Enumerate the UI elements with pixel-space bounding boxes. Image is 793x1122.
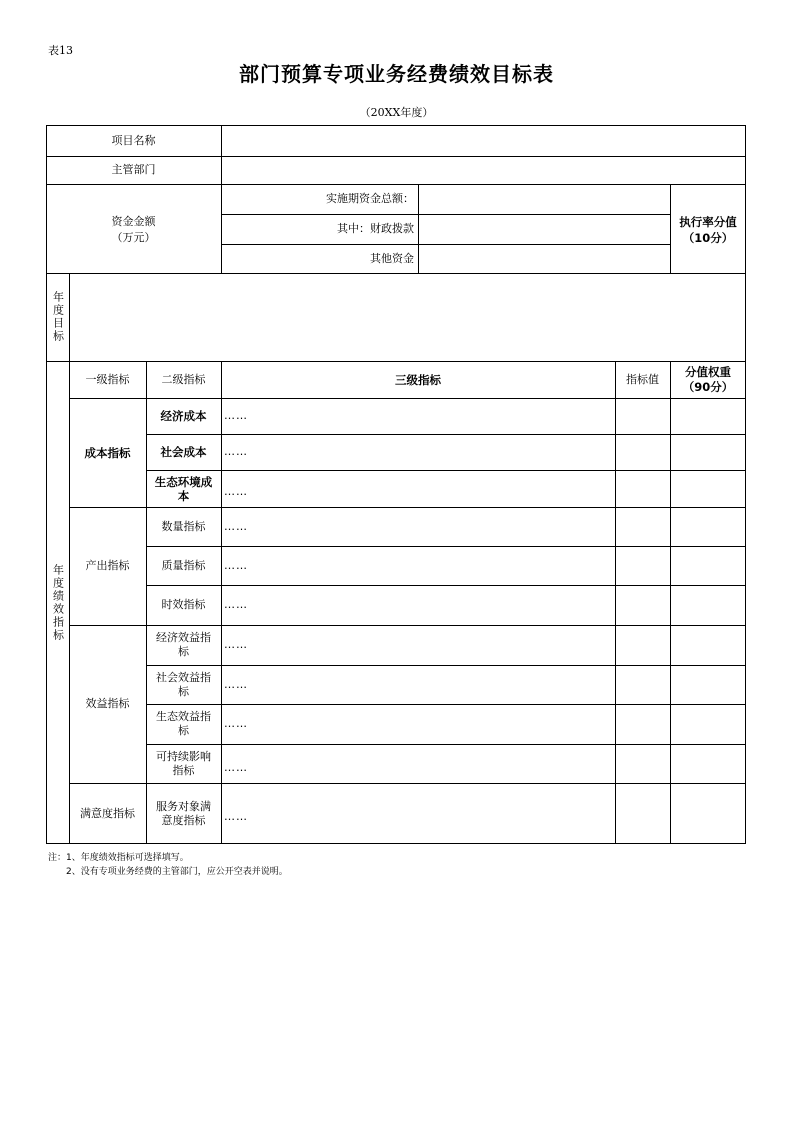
annual-goal-field[interactable] xyxy=(69,273,746,361)
level2-eco-benefit: 生态效益指标 xyxy=(156,710,211,737)
level2-economic-cost: 经济成本 xyxy=(160,409,207,423)
level2-eco-cost: 生态环境成本 xyxy=(154,474,213,503)
col-level3: 三级指标 xyxy=(395,372,441,387)
level2-economic-benefit: 经济效益指标 xyxy=(156,631,211,658)
footnote-1: 注：1、年度绩效指标可选择填写。 xyxy=(48,853,189,863)
fund-total-field[interactable] xyxy=(418,184,670,214)
col-value: 指标值 xyxy=(626,372,659,386)
group-cost: 成本指标 xyxy=(84,445,131,460)
page-subtitle: （20XX年度） xyxy=(359,106,434,119)
table-number: 表13 xyxy=(48,44,73,57)
level3-eco-benefit[interactable]: …… xyxy=(224,717,248,730)
level2-sustain: 可持续影响指标 xyxy=(156,749,211,777)
fund-unit-label: （万元） xyxy=(111,231,156,244)
level2-social-cost: 社会成本 xyxy=(160,445,207,459)
col-weight: 分值权重 xyxy=(685,364,731,379)
exec-score-points: （10分） xyxy=(682,231,734,245)
col-level2: 二级指标 xyxy=(161,372,206,386)
group-output: 产出指标 xyxy=(85,559,130,572)
level3-quality[interactable]: …… xyxy=(224,558,248,572)
level3-timeliness[interactable]: …… xyxy=(224,598,248,611)
project-name-label: 项目名称 xyxy=(111,133,156,147)
level3-economic-benefit[interactable]: …… xyxy=(224,638,248,651)
fund-total-label: 实施期资金总额： xyxy=(326,192,414,205)
level3-eco-cost[interactable]: …… xyxy=(224,485,248,498)
level2-quality: 质量指标 xyxy=(161,558,206,572)
page-title: 部门预算专项业务经费绩效目标表 xyxy=(239,62,554,86)
level3-sustain[interactable]: …… xyxy=(224,761,248,774)
group-benefit: 效益指标 xyxy=(85,697,130,710)
fund-fiscal-label: 其中：财政拨款 xyxy=(337,222,414,235)
group-satisfaction: 满意度指标 xyxy=(80,806,135,820)
annual-goal-label: 年度目标 xyxy=(51,291,65,343)
level3-social-benefit[interactable]: …… xyxy=(224,677,248,691)
level2-social-benefit: 社会效益指标 xyxy=(156,670,211,698)
dept-field[interactable] xyxy=(221,156,746,184)
level3-quantity[interactable]: …… xyxy=(224,519,248,533)
level2-quantity: 数量指标 xyxy=(161,519,206,533)
grid-line xyxy=(670,361,671,844)
level3-economic-cost[interactable]: …… xyxy=(224,409,248,422)
footnote-2: 2、没有专项业务经费的主管部门，应公开空表并说明。 xyxy=(66,867,288,877)
dept-label: 主管部门 xyxy=(111,163,156,176)
level3-social-cost[interactable]: …… xyxy=(224,445,248,458)
fund-label: 资金金额 xyxy=(111,215,156,228)
col-level1: 一级指标 xyxy=(85,372,130,386)
project-name-field[interactable] xyxy=(221,125,746,156)
fund-fiscal-field[interactable] xyxy=(418,214,670,244)
exec-score-label: 执行率分值 xyxy=(679,215,737,229)
fund-other-label: 其他资金 xyxy=(370,251,414,265)
level3-service-satisfaction[interactable]: …… xyxy=(224,809,248,823)
fund-other-field[interactable] xyxy=(418,244,670,273)
footnotes xyxy=(48,851,288,879)
grid-line xyxy=(615,361,616,844)
col-weight-points: （90分） xyxy=(682,379,734,394)
level2-timeliness: 时效指标 xyxy=(161,598,206,611)
annual-indicator-label: 年度绩效指标 xyxy=(51,563,65,642)
level2-service-satisfaction: 服务对象满意度指标 xyxy=(156,799,211,827)
